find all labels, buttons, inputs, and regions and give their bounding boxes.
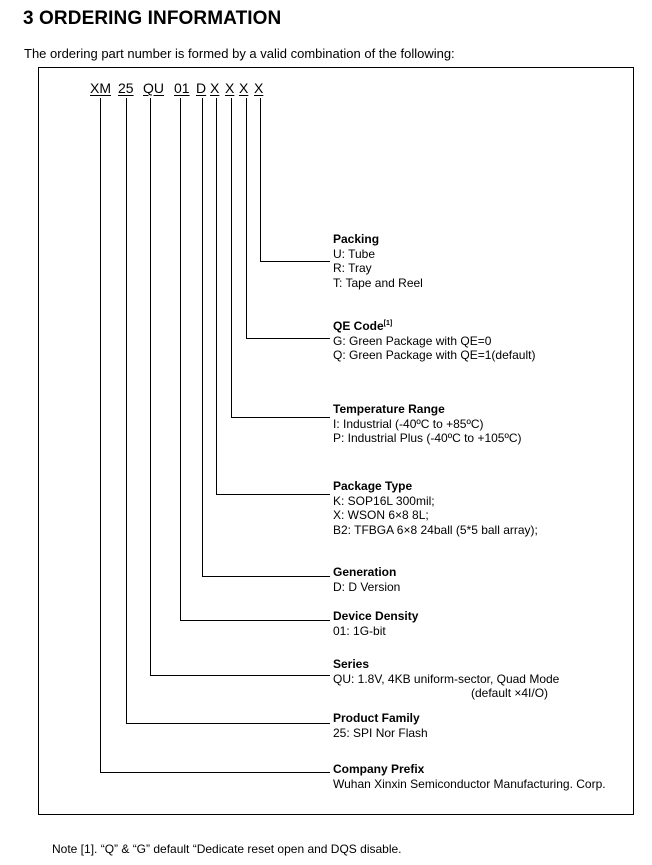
connector-generation [203, 98, 331, 577]
temperature-range-option: I: Industrial (-40ºC to +85ºC) [333, 416, 484, 431]
device-density-option: 01: 1G-bit [333, 623, 386, 638]
product-family-title: Product Family [333, 711, 420, 725]
package-type-option: B2: TFBGA 6×8 24ball (5*5 ball array); [333, 522, 538, 537]
device-density-title: Device Density [333, 609, 419, 623]
packing-title: Packing [333, 232, 380, 246]
connector-company-prefix [101, 98, 331, 773]
package-type-option: X: WSON 6×8 8L; [333, 508, 429, 522]
series-title: Series [333, 657, 370, 671]
qe-code-option: Q: Green Package with QE=1(default) [333, 348, 536, 362]
package-type-title: Package Type [333, 479, 413, 493]
packing-section [333, 232, 423, 290]
pn-temperature-range: X [225, 80, 235, 96]
pn-package-type: X [210, 80, 220, 96]
qe-code-section [333, 317, 535, 363]
connector-packing [261, 98, 331, 262]
pn-product-family: 25 [118, 80, 134, 96]
package-type-section [333, 479, 538, 537]
qe-code-title-text: QE Code [333, 319, 384, 333]
packing-option: T: Tape and Reel [333, 275, 423, 290]
packing-option: R: Tray [333, 261, 372, 275]
pn-series: QU [143, 80, 164, 96]
qe-code-option: G: Green Package with QE=0 [333, 333, 492, 348]
section-heading: 3 ORDERING INFORMATION [23, 8, 282, 29]
pn-packing: X [254, 80, 264, 96]
connector-package-type [217, 98, 331, 495]
temperature-range-section [333, 402, 522, 446]
packing-option: U: Tube [333, 246, 376, 261]
generation-title: Generation [333, 565, 397, 579]
connector-series [151, 98, 331, 676]
footnote: Note [1]. “Q” & “G” default “Dedicate reset open and DQS disable. [52, 842, 402, 856]
series-section [333, 657, 559, 701]
series-option-default: (default ×4I/O) [471, 686, 549, 700]
product-family-section [333, 711, 428, 740]
pn-device-density: 01 [174, 80, 190, 96]
temperature-range-option: P: Industrial Plus (-40ºC to +105ºC) [333, 431, 522, 445]
company-prefix-option: Wuhan Xinxin Semiconductor Manufacturing. Corp. [333, 776, 606, 791]
generation-option: D: D Version [333, 579, 401, 594]
qe-code-footnote-ref: [1] [383, 320, 393, 327]
qe-code-title [333, 317, 535, 334]
temperature-range-title: Temperature Range [333, 402, 445, 416]
company-prefix-section [333, 762, 606, 791]
generation-section [333, 565, 400, 594]
pn-qe-code: X [239, 80, 249, 96]
intro-text: The ordering part number is formed by a valid combination of the following: [24, 46, 455, 61]
package-type-option: K: SOP16L 300mil; [333, 493, 435, 508]
connector-qe-code [247, 98, 331, 339]
product-family-option: 25: SPI Nor Flash [333, 725, 428, 740]
pn-company-prefix: XM [90, 80, 111, 96]
series-option: QU: 1.8V, 4KB uniform-sector, Quad Mode [333, 671, 560, 686]
company-prefix-title: Company Prefix [333, 762, 425, 776]
pn-generation: D [196, 80, 207, 96]
device-density-section [333, 609, 418, 638]
connector-product-family [127, 98, 331, 724]
